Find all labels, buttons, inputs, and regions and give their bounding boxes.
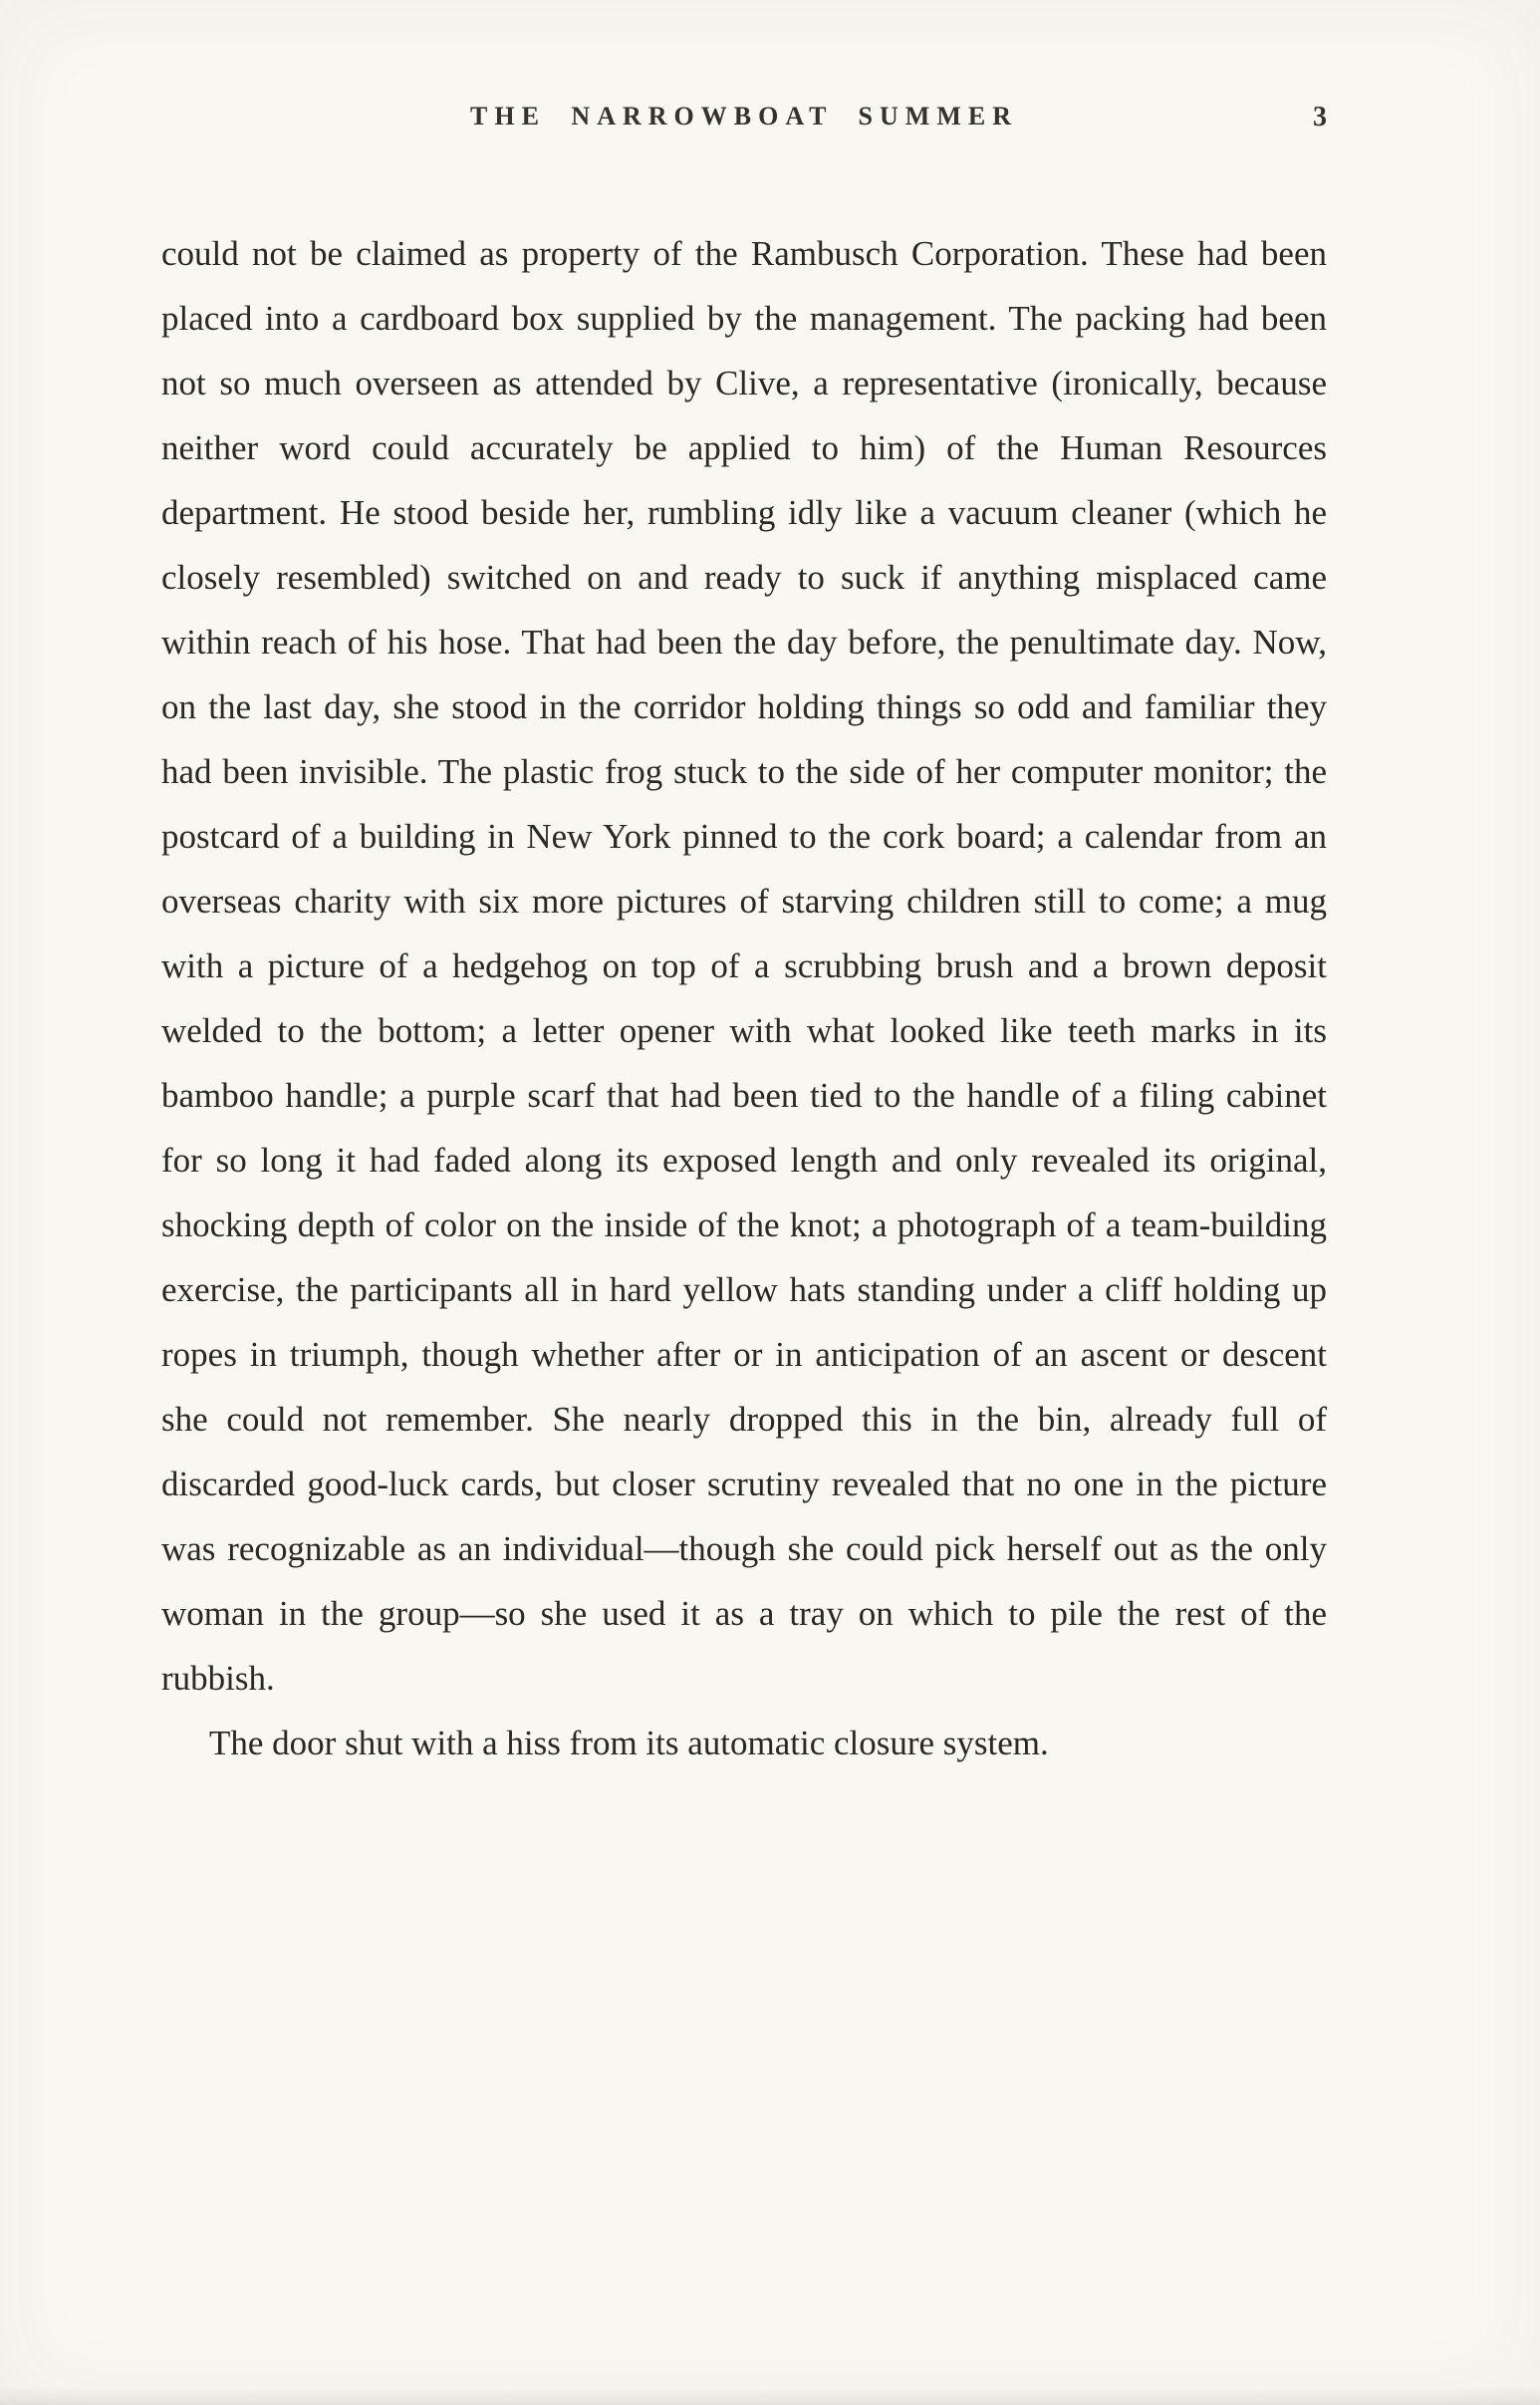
running-header-title: THE NARROWBOAT SUMMER xyxy=(470,102,1018,131)
page-body xyxy=(161,221,1327,1775)
page-number: 3 xyxy=(1313,102,1327,133)
paragraph: The door shut with a hiss from its automatic closure system. xyxy=(209,1724,1049,1762)
running-header xyxy=(161,102,1327,141)
paragraph-continuation: could not be claimed as property of the Rambusch Corporation. These had been placed into a cardboard box supplied by the management. The packing had been not so much overseen as attended by Clive, a representative (ironically, because neither word could accurately be applied to him) of the Human Resources department. He stood beside her, rumbling idly like a vacuum cleaner (which he closely resembled) switched on and ready to suck if anything misplaced came within reach of his hose. That had been the day before, the penultimate day. Now, on the last day, she stood in the corridor holding things so odd and familiar they had been invisible. The plastic frog stuck to the side of her computer monitor; the postcard of a building in New York pinned to the cork board; a calendar from an overseas charity with six more pictures of starving children still to come; a mug with a picture of a hedgehog on top of a scrubbing brush and a brown deposit welded to the bottom; a letter opener with what looked like teeth marks in its bamboo handle; a purple scarf that had been tied to the handle of a filing cabinet for so long it had faded along its exposed length and only revealed its original, shocking depth of color on the inside of the knot; a photograph of a team-building exercise, the participants all in hard yellow hats standing under a cliff holding up ropes in triumph, though whether after or in anticipation of an ascent or descent she could not remember. She nearly dropped this in the bin, already full of discarded good-luck cards, but closer scrutiny revealed that no one in the picture was recognizable as an individual—though she could pick herself out as the only woman in the group—so she used it as a tray on which to pile the rest of the rubbish. xyxy=(161,234,1327,1698)
